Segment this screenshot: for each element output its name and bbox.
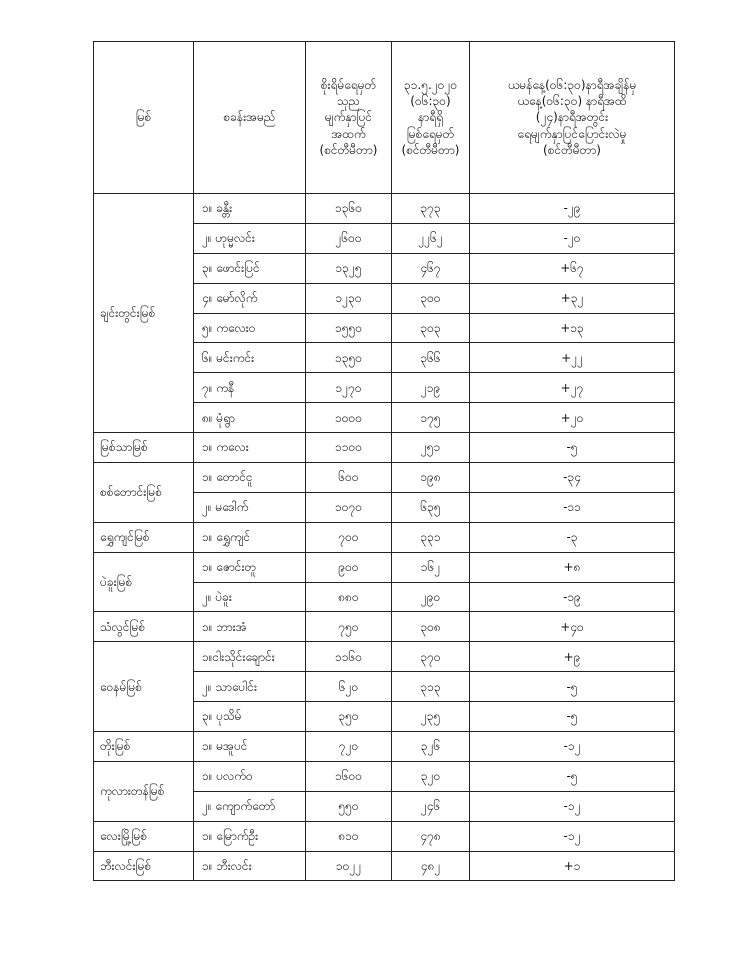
current-level: ၂၅၁ <box>392 433 470 463</box>
station-name: ၃။ ဖောင်းပြင် <box>194 253 306 283</box>
station-name: ၁။ မြောက်ဦး <box>194 821 306 851</box>
header-current-level <box>392 42 470 194</box>
current-level: ၃၂၆ <box>392 732 470 762</box>
danger-level: ၁၀၂၂ <box>306 851 392 881</box>
station-name: ၁။ ကလေး <box>194 433 306 463</box>
header-line: ရေမျက်နှာပြင်ပြောင်းလဲမှု <box>517 126 627 141</box>
level-change: +၂၇ <box>470 373 675 403</box>
river-name: ရွှေကျင်မြစ် <box>94 522 194 552</box>
station-name: ၁။ တောင်ငူ <box>194 463 306 493</box>
current-level: ၂၂၆၂ <box>392 223 470 253</box>
header-line: (၂၄)နာရီအတွင်း <box>535 110 609 125</box>
danger-level: ၁၀၀၀ <box>306 403 392 433</box>
current-level: ၁၉၈ <box>392 463 470 493</box>
current-level: ၁၆၂ <box>392 552 470 582</box>
danger-level: ၆၂၀ <box>306 672 392 702</box>
level-change: +၆၇ <box>470 253 675 283</box>
current-level: ၃၀၈ <box>392 612 470 642</box>
level-change: -၃ <box>470 522 675 552</box>
station-name: ၁။ မအူပင် <box>194 732 306 762</box>
header-station: စခန်းအမည် <box>194 42 306 194</box>
level-change: +၁ <box>470 851 675 881</box>
header-line: မျက်နှာပြင် <box>324 110 373 125</box>
header-line: (စင်တီမီတာ) <box>319 142 378 157</box>
river-name: မြစ်သာမြစ် <box>94 433 194 463</box>
current-level: ၃၆၆ <box>392 343 470 373</box>
current-level: ၃၀၃ <box>392 313 470 343</box>
current-level: ၂၄၆ <box>392 791 470 821</box>
danger-level: ၁၂၇၀ <box>306 373 392 403</box>
station-name: ၁။ ရွှေကျင် <box>194 522 306 552</box>
station-name: ၂။ သာပေါင်း <box>194 672 306 702</box>
danger-level: ၁၃၆၀ <box>306 194 392 224</box>
level-change: -၅ <box>470 433 675 463</box>
table-row <box>94 463 675 493</box>
current-level: ၂၉၀ <box>392 582 470 612</box>
level-change: -၂၉ <box>470 194 675 224</box>
river-name: ချင်းတွင်းမြစ် <box>94 194 194 433</box>
level-change: -၂၀ <box>470 223 675 253</box>
table-row <box>94 761 675 791</box>
table-row <box>94 851 675 881</box>
danger-level: ၁၂၃၀ <box>306 283 392 313</box>
header-24h-change <box>470 42 675 194</box>
current-level: ၄၆၇ <box>392 253 470 283</box>
station-name: ၈။ မုံရွာ <box>194 403 306 433</box>
level-change: -၁၂ <box>470 791 675 821</box>
header-row <box>94 42 675 194</box>
station-name: ၆။ မင်းကင်း <box>194 343 306 373</box>
current-level: ၆၃၅ <box>392 492 470 522</box>
level-change: +၈ <box>470 552 675 582</box>
station-name: ၇။ ကနီ <box>194 373 306 403</box>
river-level-table <box>93 41 675 881</box>
level-change: +၃၂ <box>470 283 675 313</box>
header-line: ၃၁.၅.၂၀၂၀ <box>403 78 458 93</box>
river-name: သံလွင်မြစ် <box>94 612 194 642</box>
level-change: -၁၂ <box>470 821 675 851</box>
table-header <box>94 42 675 194</box>
danger-level: ၇၅၀ <box>306 612 392 642</box>
danger-level: ၇၀၀ <box>306 522 392 552</box>
table-row <box>94 433 675 463</box>
current-level: ၄၈၂ <box>392 851 470 881</box>
river-name: တိုးမြစ် <box>94 732 194 762</box>
table-row <box>94 522 675 552</box>
station-name: ၂။ မဒေါက် <box>194 492 306 522</box>
level-change: -၅ <box>470 761 675 791</box>
danger-level: ၁၅၅၀ <box>306 313 392 343</box>
river-name: ကုလားတန်မြစ် <box>94 761 194 821</box>
table-row <box>94 612 675 642</box>
level-change: -၅ <box>470 702 675 732</box>
header-line: (စင်တီမီတာ) <box>401 142 460 157</box>
danger-level: ၁၁၀၀ <box>306 433 392 463</box>
danger-level: ၅၅၀ <box>306 791 392 821</box>
table-row <box>94 821 675 851</box>
danger-level: ၁၁၆၀ <box>306 642 392 672</box>
danger-level: ၈၈၀ <box>306 582 392 612</box>
current-level: ၃၀၀ <box>392 283 470 313</box>
level-change: -၃၄ <box>470 463 675 493</box>
danger-level: ၈၁၀ <box>306 821 392 851</box>
station-name: ၂။ ဟုမ္မလင်း <box>194 223 306 253</box>
level-change: +၉ <box>470 642 675 672</box>
current-level: ၃၇၀ <box>392 642 470 672</box>
river-name: ဘီးလင်းမြစ် <box>94 851 194 881</box>
header-line: ယမန်နေ့(၀၆:၃၀)နာရီအချိန်မှ <box>507 78 637 93</box>
station-name: ၁။ ဘားအံ <box>194 612 306 642</box>
danger-level: ၃၅၀ <box>306 702 392 732</box>
header-line: စိုးရိမ်ရေမှတ် <box>320 78 377 93</box>
table-row <box>94 642 675 672</box>
danger-level: ၁၃၅၀ <box>306 343 392 373</box>
level-change: -၅ <box>470 672 675 702</box>
river-name: ပဲခူးမြစ် <box>94 552 194 612</box>
current-level: ၃၁၃ <box>392 672 470 702</box>
station-name: ၂။ ပဲခူး <box>194 582 306 612</box>
current-level: ၃၃၁ <box>392 522 470 552</box>
danger-level: ၇၂၀ <box>306 732 392 762</box>
station-name: ၁။ ခန္တီး <box>194 194 306 224</box>
current-level: ၃၇၃ <box>392 194 470 224</box>
level-change: -၁၁ <box>470 492 675 522</box>
level-change: -၁၂ <box>470 732 675 762</box>
danger-level: ၉၀၀ <box>306 552 392 582</box>
current-level: ၁၇၅ <box>392 403 470 433</box>
danger-level: ၁၀၇၀ <box>306 492 392 522</box>
table-body <box>94 194 675 881</box>
level-change: +၄၀ <box>470 612 675 642</box>
header-line: သုည <box>336 94 361 109</box>
station-name: ၁။ငါးသိုင်းချောင်း <box>194 642 306 672</box>
current-level: ၃၂၀ <box>392 761 470 791</box>
current-level: ၄၇၈ <box>392 821 470 851</box>
river-name: ဝေနမ်မြစ် <box>94 642 194 732</box>
header-danger-level <box>306 42 392 194</box>
current-level: ၂၃၅ <box>392 702 470 732</box>
table-row <box>94 732 675 762</box>
station-name: ၄။ မော်လိုက် <box>194 283 306 313</box>
danger-level: ၁၃၂၅ <box>306 253 392 283</box>
station-name: ၁။ ပလက်ဝ <box>194 761 306 791</box>
current-level: ၂၁၉ <box>392 373 470 403</box>
header-line: (၀၆:၃၀) <box>410 94 451 109</box>
danger-level: ၁၆၀၀ <box>306 761 392 791</box>
header-line: မြစ်ရေမှတ် <box>406 126 455 141</box>
header-line: (စင်တီမီတာ) <box>543 142 601 157</box>
level-change: +၂၀ <box>470 403 675 433</box>
level-change: +၂၂ <box>470 343 675 373</box>
header-river: မြစ် <box>94 42 194 194</box>
river-name: စစ်တောင်းမြစ် <box>94 463 194 523</box>
table-row <box>94 552 675 582</box>
header-line: အထက် <box>331 126 366 141</box>
station-name: ၃။ ပုသိမ် <box>194 702 306 732</box>
header-line: ယနေ့(၀၆:၃၀) နာရီအထိ <box>517 94 627 109</box>
table-row <box>94 194 675 224</box>
level-change: -၁၉ <box>470 582 675 612</box>
danger-level: ၂၆၀၀ <box>306 223 392 253</box>
danger-level: ၆၀၀ <box>306 463 392 493</box>
station-name: ၁။ ဇောင်းတူ <box>194 552 306 582</box>
station-name: ၂။ ကျောက်တော် <box>194 791 306 821</box>
station-name: ၅။ ကလေးဝ <box>194 313 306 343</box>
header-line: နာရီရှိ <box>418 110 443 125</box>
level-change: +၁၃ <box>470 313 675 343</box>
station-name: ၁။ ဘီးလင်း <box>194 851 306 881</box>
river-name: လေးမြို့မြစ် <box>94 821 194 851</box>
